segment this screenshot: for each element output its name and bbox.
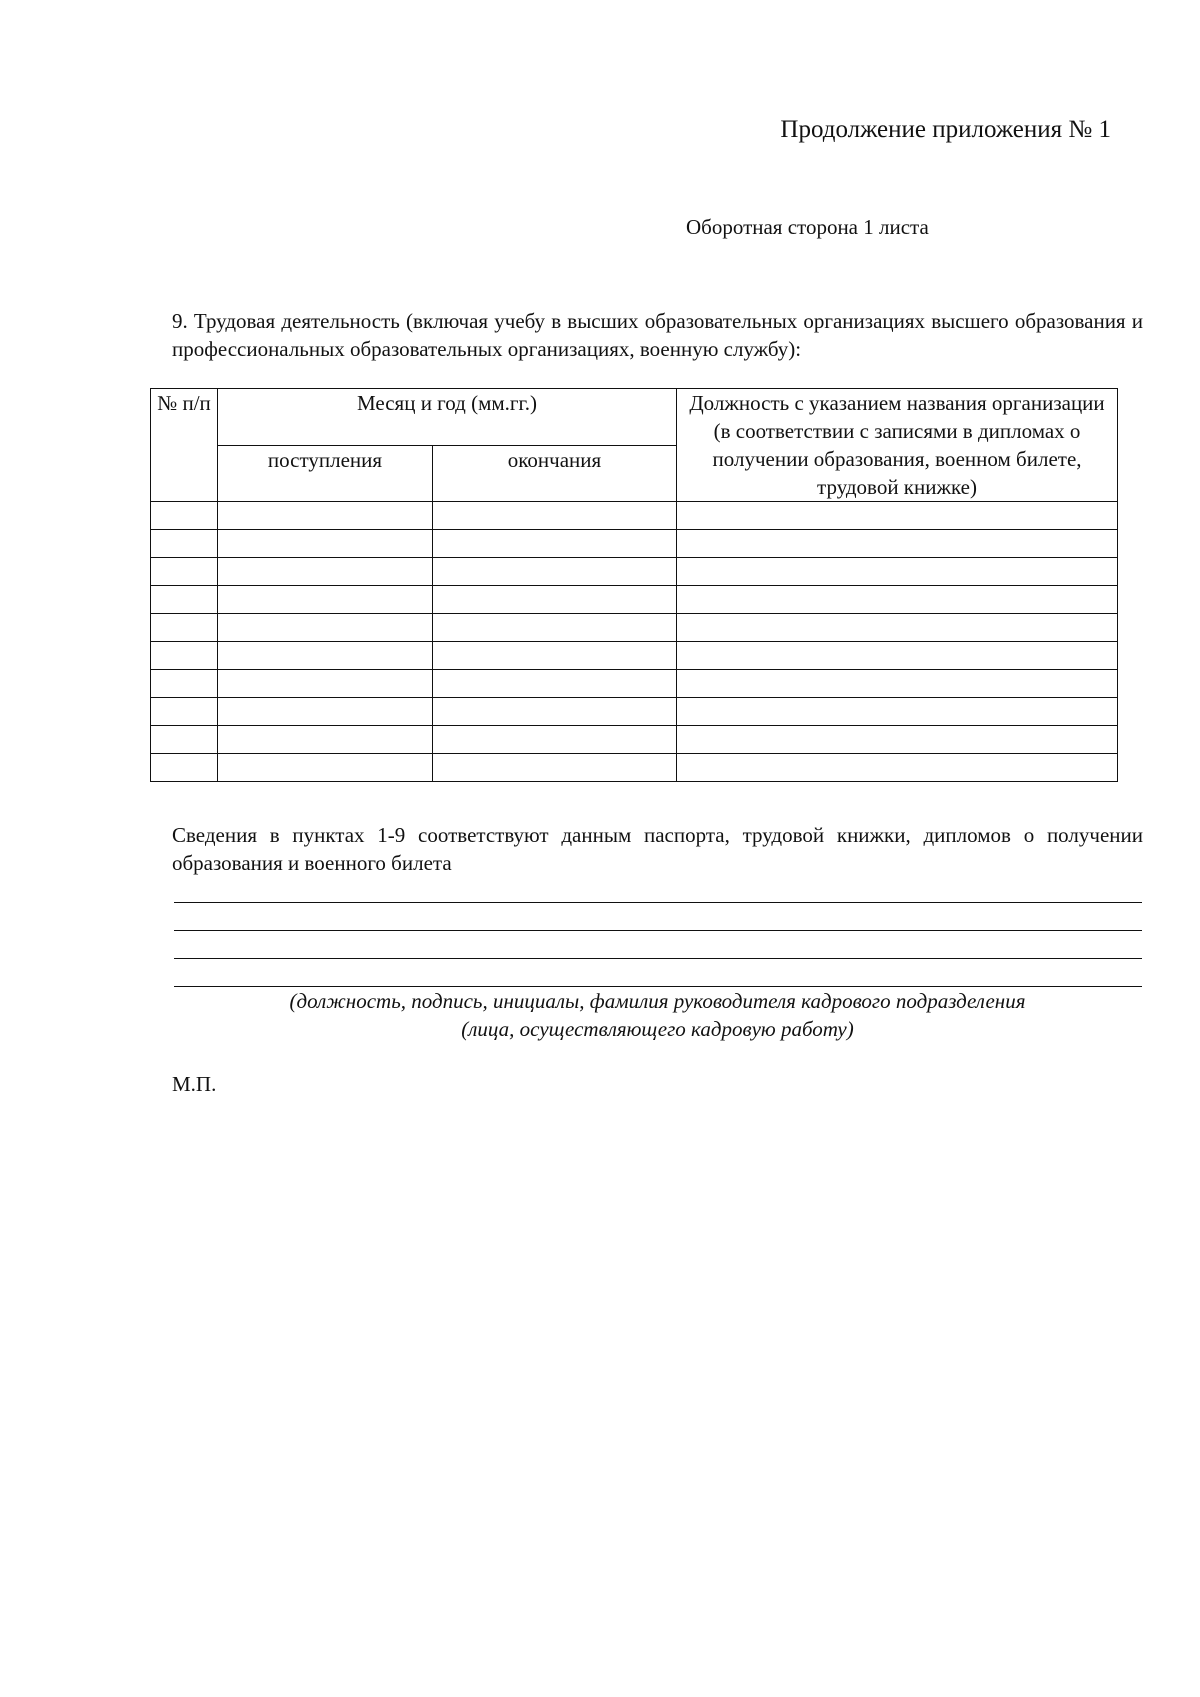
row-end-cell[interactable]: [433, 530, 677, 558]
row-number-cell[interactable]: [151, 586, 218, 614]
row-end-cell[interactable]: [433, 502, 677, 530]
row-start-cell[interactable]: [218, 614, 433, 642]
row-end-cell[interactable]: [433, 698, 677, 726]
row-position-cell[interactable]: [677, 614, 1118, 642]
table-row: [151, 502, 1118, 530]
row-end-cell[interactable]: [433, 558, 677, 586]
row-position-cell[interactable]: [677, 726, 1118, 754]
page-title: Продолжение приложения № 1: [780, 116, 1111, 143]
row-position-cell[interactable]: [677, 502, 1118, 530]
table-row: [151, 558, 1118, 586]
row-start-cell[interactable]: [218, 726, 433, 754]
header-month-year: Месяц и год (мм.гг.): [218, 389, 677, 446]
row-end-cell[interactable]: [433, 726, 677, 754]
table-row: [151, 642, 1118, 670]
row-position-cell[interactable]: [677, 586, 1118, 614]
signature-line[interactable]: [174, 930, 1142, 931]
row-position-cell[interactable]: [677, 698, 1118, 726]
row-number-cell[interactable]: [151, 754, 218, 782]
signature-caption: [172, 987, 1143, 1043]
row-end-cell[interactable]: [433, 642, 677, 670]
row-number-cell[interactable]: [151, 502, 218, 530]
signature-caption-line-2: (лица, осуществляющего кадровую работу): [461, 1017, 854, 1041]
table-row: [151, 530, 1118, 558]
row-end-cell[interactable]: [433, 670, 677, 698]
sheet-side-label: Оборотная сторона 1 листа: [686, 215, 929, 239]
row-position-cell[interactable]: [677, 670, 1118, 698]
signature-caption-line-1: (должность, подпись, инициалы, фамилия руководителя кадрового подразделения: [289, 989, 1026, 1013]
signature-line[interactable]: [174, 902, 1142, 903]
section-9-text: 9. Трудовая деятельность (включая учебу в высших образовательных организациях высшего образования и профессиональных образовательных организациях, военную службу):: [172, 309, 1143, 361]
row-start-cell[interactable]: [218, 530, 433, 558]
header-end: окончания: [433, 445, 677, 502]
row-position-cell[interactable]: [677, 642, 1118, 670]
row-start-cell[interactable]: [218, 670, 433, 698]
row-number-cell[interactable]: [151, 530, 218, 558]
table-row: [151, 614, 1118, 642]
work-history-table: [150, 388, 1118, 782]
row-number-cell[interactable]: [151, 670, 218, 698]
signature-line[interactable]: [174, 958, 1142, 959]
table-row: [151, 670, 1118, 698]
row-start-cell[interactable]: [218, 558, 433, 586]
row-number-cell[interactable]: [151, 558, 218, 586]
confirmation-text: Сведения в пунктах 1-9 соответствуют данным паспорта, трудовой книжки, дипломов о получении образования и военного билета: [172, 823, 1143, 875]
table-row: [151, 754, 1118, 782]
header-number: № п/п: [151, 389, 218, 502]
row-start-cell[interactable]: [218, 642, 433, 670]
table-row: [151, 698, 1118, 726]
header-position: Должность с указанием названия организации (в соответствии с записями в дипломах о получении образования, военном билете, трудовой книжке): [677, 389, 1118, 502]
row-number-cell[interactable]: [151, 614, 218, 642]
row-end-cell[interactable]: [433, 586, 677, 614]
row-end-cell[interactable]: [433, 754, 677, 782]
row-number-cell[interactable]: [151, 642, 218, 670]
row-end-cell[interactable]: [433, 614, 677, 642]
table-row: [151, 586, 1118, 614]
stamp-label: М.П.: [172, 1072, 217, 1096]
row-number-cell[interactable]: [151, 726, 218, 754]
row-position-cell[interactable]: [677, 558, 1118, 586]
row-start-cell[interactable]: [218, 698, 433, 726]
row-position-cell[interactable]: [677, 530, 1118, 558]
row-start-cell[interactable]: [218, 754, 433, 782]
row-start-cell[interactable]: [218, 502, 433, 530]
header-start: поступления: [218, 445, 433, 502]
row-start-cell[interactable]: [218, 586, 433, 614]
table-row: [151, 726, 1118, 754]
row-number-cell[interactable]: [151, 698, 218, 726]
row-position-cell[interactable]: [677, 754, 1118, 782]
